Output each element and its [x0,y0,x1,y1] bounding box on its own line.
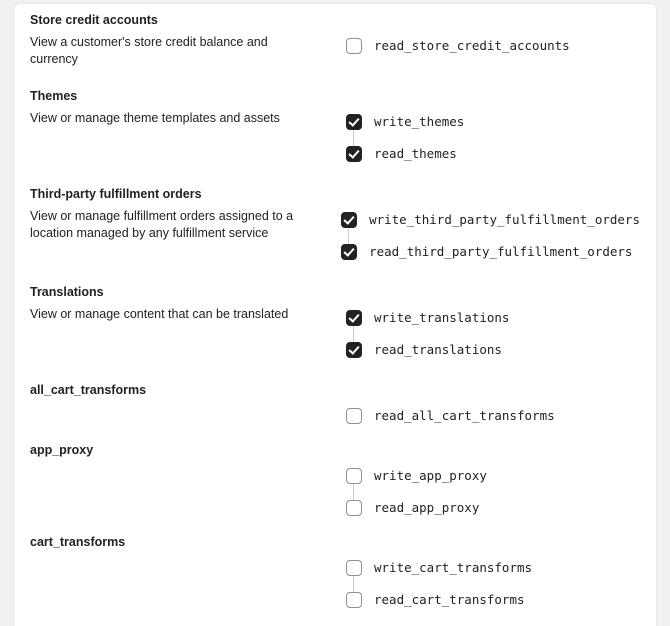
scope-checkbox[interactable] [346,500,362,516]
scope-checkbox[interactable] [346,342,362,358]
scope-group-body [30,556,640,612]
group-spacer [30,362,640,382]
scope-label: read_app_proxy [374,500,480,515]
scope-row[interactable] [346,588,640,612]
scope-row[interactable] [346,338,640,362]
scope-checkbox-group [330,306,640,362]
access-scopes-list [14,4,656,626]
scope-checkbox[interactable] [341,244,357,260]
scope-group-title: Themes [30,89,78,103]
scope-group-description: View or manage content that can be translated [30,307,289,321]
scope-label: write_third_party_fulfillment_orders [369,212,640,227]
group-spacer [30,166,640,186]
scope-checkbox[interactable] [346,38,362,54]
scope-checkbox[interactable] [346,114,362,130]
scope-checkbox-group [330,404,640,428]
scope-row[interactable] [346,110,640,134]
scope-group [30,186,640,264]
scope-label: read_translations [374,342,502,357]
scope-group [30,534,640,612]
scope-checkbox-group [325,208,640,264]
scope-label: read_all_cart_transforms [374,408,555,423]
group-spacer [30,428,640,442]
scope-checkbox-group [330,110,640,166]
scope-checkbox[interactable] [346,592,362,608]
scope-row[interactable] [346,34,640,58]
scope-checkbox-group [330,464,640,520]
scope-group-description: View or manage fulfillment orders assigned to a location managed by any fulfillment service [30,209,294,240]
scope-checkbox[interactable] [346,408,362,424]
group-spacer [30,264,640,284]
scope-group-title: Translations [30,285,104,299]
scope-checkbox[interactable] [346,560,362,576]
scope-group-description: View or manage theme templates and assets [30,111,280,125]
scope-row[interactable] [341,240,640,264]
scope-group [30,382,640,428]
scope-label: read_third_party_fulfillment_orders [369,244,633,259]
scope-group-description: View a customer's store credit balance and currency [30,35,268,66]
scope-group-body [30,34,640,68]
scope-label: read_cart_transforms [374,592,525,607]
scope-group-title: all_cart_transforms [30,383,147,397]
scope-row[interactable] [341,208,640,232]
scope-group [30,284,640,362]
scope-group-title: cart_transforms [30,535,126,549]
group-spacer [30,520,640,534]
scope-label: write_themes [374,114,465,129]
scope-label: write_cart_transforms [374,560,533,575]
scope-checkbox-group [330,556,640,612]
scope-checkbox[interactable] [341,212,357,228]
scope-group [30,88,640,166]
scope-row[interactable] [346,556,640,580]
scope-group-body [30,464,640,520]
scope-group-body [30,306,640,362]
scope-checkbox[interactable] [346,310,362,326]
scope-checkbox-group [330,34,640,58]
scope-row[interactable] [346,306,640,330]
scope-checkbox[interactable] [346,146,362,162]
scope-label: write_app_proxy [374,468,487,483]
scope-row[interactable] [346,404,640,428]
scope-label: read_themes [374,146,457,161]
scope-group [30,442,640,520]
scope-group [30,12,640,68]
scope-group-body [30,404,640,428]
access-scopes-card [14,4,656,626]
group-spacer [30,612,640,626]
scope-row[interactable] [346,464,640,488]
scope-group-title: Third-party fulfillment orders [30,187,202,201]
scope-row[interactable] [346,496,640,520]
scope-group-title: Store credit accounts [30,13,158,27]
scope-group-title: app_proxy [30,443,94,457]
scope-label: write_translations [374,310,510,325]
scope-label: read_store_credit_accounts [374,38,570,53]
scope-checkbox[interactable] [346,468,362,484]
scope-group-body [30,208,640,264]
scope-group-body [30,110,640,166]
scope-row[interactable] [346,142,640,166]
group-spacer [30,68,640,88]
